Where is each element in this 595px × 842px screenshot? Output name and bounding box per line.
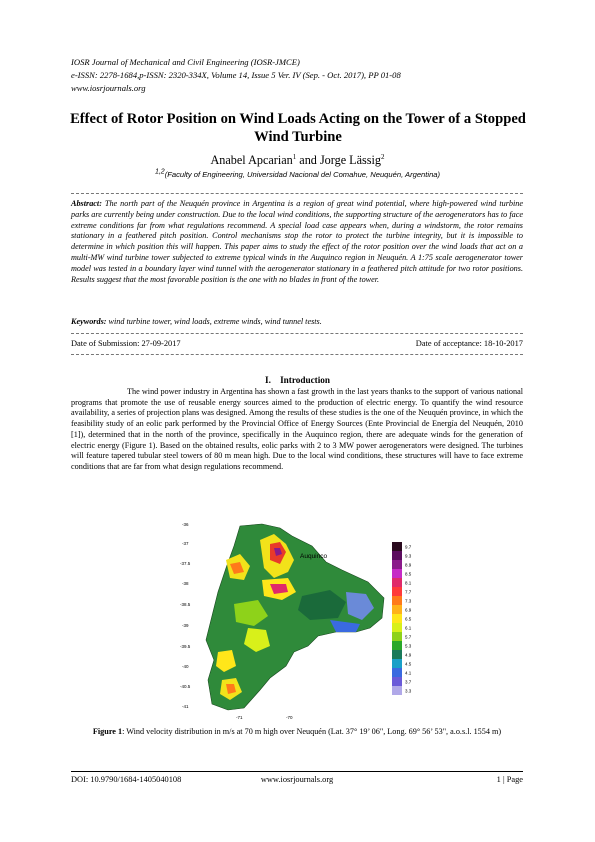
lat-tick: -40 bbox=[182, 664, 189, 669]
author-1-sup: 1 bbox=[292, 152, 297, 161]
author-2: Jorge Lässig bbox=[319, 153, 381, 167]
journal-issn: e-ISSN: 2278-1684,p-ISSN: 2320-334X, Volume 14, Issue 5 Ver. IV (Sep. - Oct. 2017), PP 01-08 bbox=[71, 70, 401, 80]
scale-swatch bbox=[392, 605, 402, 614]
map-label-auquinco: Auquinco bbox=[300, 553, 328, 560]
scale-label: 5.7 bbox=[405, 634, 412, 640]
abstract-label: Abstract: bbox=[71, 199, 102, 208]
affiliation-sup: 1,2 bbox=[154, 168, 165, 176]
lon-axis bbox=[236, 715, 293, 720]
scale-swatch bbox=[392, 641, 402, 650]
scale-swatch bbox=[392, 596, 402, 605]
scale-label: 4.9 bbox=[405, 652, 412, 658]
abstract-top-rule bbox=[71, 193, 523, 194]
abstract-text: The north part of the Neuquén province in Argentina is a region of great wind potential, where high-powered wind turbine parks are currently being under construction. Due to the local wind conditions, the supporting structure of the aerogenerators has to face extreme conditions far from what regulations recommend. A special load case appears when, during a windstorm, the rotor remains stationary in a feathered pitch position. Control mechanisms stop the rotor to protect the turbine integrity, but it is impossible to determine in which position this will happen. This paper aims to study the effect of the rotor position over the wind loads that act on a multi-MW wind turbine tower subjected to extreme typical winds in the Auquinco region in Neuquén. A 1:75 scale aerogenerator tower model was tested in a boundary layer wind tunnel with the aerogenerator stationary in a feathered pitch attitude for two rotor positions. Results suggest that the most favorable position is the one with no blades in front of the tower. bbox=[71, 199, 523, 284]
caption-label: Figure 1 bbox=[92, 727, 123, 736]
footer-doi: DOI: 10.9790/1684-1405040108 bbox=[71, 775, 182, 784]
wind-map bbox=[170, 520, 440, 720]
lat-axis bbox=[180, 522, 191, 709]
footer-site: www.iosrjournals.org bbox=[260, 775, 334, 784]
scale-label: 8.5 bbox=[405, 571, 412, 577]
footer-rule bbox=[71, 771, 523, 772]
intro-paragraph: The wind power industry in Argentina has shown a fast growth in the last years thanks to the support of various national programs that promote the use of reusable energy sources aimed to the production of electric energy. To quantify the wind resource availability, a series of projection plans was designed. Among the results of these studies is the one of the Neuquén province, in which the feasibility study of an eolic park performed by the Provincial Office of Energy Sources (Ente Provincial de Energía del Neuquén, 2010 [1]), determined that in the north of the province, specifically in the Auquinco region, there are adequate winds for the generation of electric energy (Figure 1). Based on the obtained results, eolic parks with 2 to 3 MW power aerogenerators were designed. The turbines will feature tapered tubular steel towers of 80 m mean high. Due to the local wind conditions, these structures will have to face extreme conditions that are far from what design regulations recommend. bbox=[71, 387, 523, 471]
journal-name: IOSR Journal of Mechanical and Civil Engineering (IOSR-JMCE) bbox=[71, 57, 300, 67]
scale-swatch bbox=[392, 569, 402, 578]
scale-swatch bbox=[392, 686, 402, 695]
scale-swatch bbox=[392, 650, 402, 659]
scale-swatch bbox=[392, 542, 402, 551]
scale-label: 6.5 bbox=[405, 616, 412, 622]
lat-tick: -36 bbox=[182, 522, 189, 527]
dates-bottom-rule bbox=[71, 354, 523, 355]
author-2-sup: 2 bbox=[380, 152, 385, 161]
lon-tick: -70 bbox=[286, 715, 293, 720]
scale-label: 8.9 bbox=[405, 562, 412, 568]
scale-swatch bbox=[392, 587, 402, 596]
scale-label: 7.7 bbox=[405, 589, 412, 595]
lat-tick: -40.5 bbox=[180, 684, 191, 689]
journal-website: www.iosrjournals.org bbox=[71, 83, 146, 93]
scale-swatch bbox=[392, 614, 402, 623]
footer-page: 1 | Page bbox=[496, 775, 523, 784]
submission-date: Date of Submission: 27-09-2017 bbox=[71, 339, 181, 348]
scale-label: 7.3 bbox=[405, 598, 412, 604]
scale-label: 5.3 bbox=[405, 643, 412, 649]
lat-tick: -37.5 bbox=[180, 561, 191, 566]
lat-tick: -38 bbox=[182, 581, 189, 586]
lat-tick: -41 bbox=[182, 704, 189, 709]
author-1: Anabel Apcarian bbox=[210, 153, 293, 167]
journal-header bbox=[71, 56, 401, 95]
scale-label: 9.3 bbox=[405, 553, 412, 559]
keywords-text: wind turbine tower, wind loads, extreme winds, wind tunnel tests. bbox=[106, 317, 322, 326]
scale-label: 6.9 bbox=[405, 607, 412, 613]
scale-label: 4.1 bbox=[405, 670, 412, 676]
acceptance-date: Date of acceptance: 18-10-2017 bbox=[415, 339, 523, 348]
authors bbox=[0, 153, 595, 168]
scale-swatch bbox=[392, 677, 402, 686]
scale-swatch bbox=[392, 632, 402, 641]
section-number: I. bbox=[265, 375, 271, 385]
scale-swatch bbox=[392, 578, 402, 587]
lat-tick: -39.5 bbox=[180, 644, 191, 649]
paper-title: Effect of Rotor Position on Wind Loads Acting on the Tower of a Stopped Wind Turbine bbox=[70, 111, 526, 145]
keywords bbox=[71, 317, 523, 326]
section-heading bbox=[0, 375, 595, 385]
keywords-label: Keywords: bbox=[71, 317, 107, 326]
scale-label: 8.1 bbox=[405, 580, 412, 586]
authors-and: and bbox=[296, 153, 320, 167]
affiliation bbox=[0, 170, 595, 179]
figure-1 bbox=[170, 520, 440, 720]
lat-tick: -38.5 bbox=[180, 602, 191, 607]
scale-label: 9.7 bbox=[405, 544, 412, 550]
abstract bbox=[71, 199, 523, 285]
color-scale bbox=[392, 542, 412, 695]
scale-swatch bbox=[392, 560, 402, 569]
lat-tick: -39 bbox=[182, 623, 189, 628]
province-map bbox=[206, 524, 384, 710]
scale-swatch bbox=[392, 659, 402, 668]
figure-caption bbox=[71, 726, 523, 737]
scale-label: 4.5 bbox=[405, 661, 412, 667]
lon-tick: -71 bbox=[236, 715, 243, 720]
scale-label: 3.3 bbox=[405, 688, 412, 694]
affiliation-text: (Faculty of Engineering, Universidad Nacional del Comahue, Neuquén, Argentina) bbox=[164, 170, 441, 179]
scale-swatch bbox=[392, 551, 402, 560]
scale-swatch bbox=[392, 668, 402, 677]
caption-text: : Wind velocity distribution in m/s at 70 m high over Neuquén (Lat. 37° 19’ 06", Long. 69° 56’ 53", a.o.s.l. 1554 m) bbox=[122, 727, 502, 736]
scale-label: 3.7 bbox=[405, 679, 412, 685]
lat-tick: -37 bbox=[182, 541, 189, 546]
scale-label: 6.1 bbox=[405, 625, 412, 631]
dates-top-rule bbox=[71, 333, 523, 334]
scale-swatch bbox=[392, 623, 402, 632]
section-title: Introduction bbox=[280, 375, 330, 385]
